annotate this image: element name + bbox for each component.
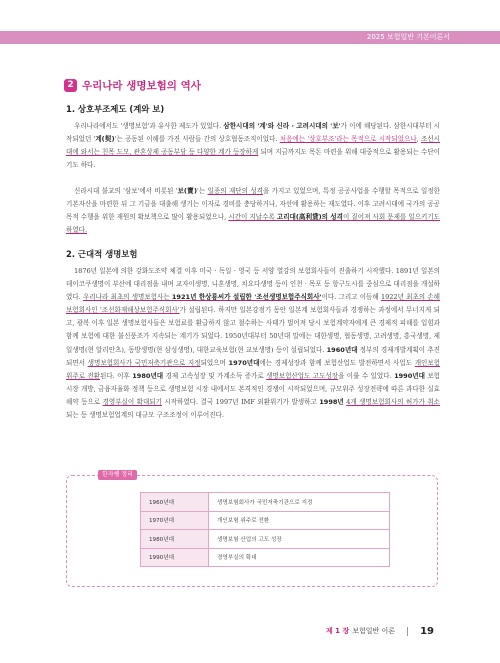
table-row xyxy=(141,548,390,567)
era-cell: 1980년대 xyxy=(141,530,209,549)
subheading-mutual-aid: 1. 상호부조제도 (계와 보) xyxy=(66,104,165,114)
description-cell: 생명보험 산업의 고도 성장 xyxy=(209,530,390,549)
header-title: 2025 보험일반 기본이론서 xyxy=(366,33,450,41)
description-cell: 개인보험 위주로 전환 xyxy=(209,511,390,530)
description-cell: 경영부실의 확대 xyxy=(209,548,390,567)
era-cell: 1970년대 xyxy=(141,511,209,530)
summary-table xyxy=(140,492,390,567)
table-row xyxy=(141,493,390,512)
paragraph-bo: 신라시대 불교의 '삼보'에서 비롯된 '보(寶)'는 일종의 재단의 성격을 가지고 있었으며, 특정 공공사업을 수행할 목적으로 일정한 기본자산을 마련한 뒤 그 기금을 대출해 생기는 이자로 경비를 충당하거나, 자선에 활용하는 재도였다. 이후 고려시대에 국가의 공공목적 수행을 위한 재원의 확보책으로 많이 활용되었으나, 시간이 지날수록 고리대(高利貸)의 성격이 짙어져 사회 문제를 일으키기도 하였다. xyxy=(66,187,440,235)
section-heading xyxy=(64,77,201,93)
section-number-badge: 2 xyxy=(64,79,77,92)
section-title: 우리나라 생명보험의 역사 xyxy=(82,79,201,92)
description-cell: 생명보험회사가 국민저축기관으로 지정 xyxy=(209,493,390,512)
era-cell: 1960년대 xyxy=(141,493,209,512)
footer-chapter-title: 보험일반 이론 xyxy=(352,627,396,635)
paragraph-modern-history: 1876년 일본에 의한 강화도조약 체결 이후 미국 · 독일 · 영국 등 서양 열강의 보험회사들이 진출하기 시작했다. 1891년 일본의 데이코쿠생명이 부산에 대리점을 내며 교자이생명, 니혼생명, 치요다생명 등이 인천 · 목포 등 항구도시를 중심으로 대리점을 개설하였다. 우리나라 최초의 생명보험사는 1921년 한상룡씨가 설립한 '조선생명보험주식회사'이다. 그리고 이듬해 1922년 최초의 손해보험회사인 '조선화재해상보험주식회사'가 설립된다. 하지만 일본강점기 동안 일본계 보험회사들과 경쟁하는 과정에서 무너지게 되고, 광복 이후 일본 생명보험사들은 보험료를 환급하지 않고 철수하는 사태가 벌어져 당시 보험계약자에게 큰 경제적 피해를 입힘과 함께 보험에 대한 불신풍조가 지속되는 계기가 되었다. 1950년대부터 50년대 말에는 대한생명, 협동생명, 고려생명, 흥국생명, 제일생명(현 알리안츠), 동방생명(현 삼성생명), 대한교육보험(현 교보생명) 등이 설립되었다. 1960년대 정부의 경제개발계획이 추진되면서 생명보험회사가 국민저축기관으로 지정되었으며 1970년대에는 경제성장과 함께 보험산업도 발전하면서 사업도 개인보험 위주로 전환된다. 이후 1980년대 경제 고속성장 및 가계소득 증가로 생명보험산업도 고도성장을 이룰 수 있었다. 1990년대 보험시장 개방, 금융자율화 정책 등으로 생명보험 시장 내에서도 본격적인 경쟁이 시작되었으며, 규모위주 성장전략에 따른 과다한 실효해약 등으로 경영부실이 확대되기 시작하였다. 결국 1997년 IMF 외환위기가 발생하고 1998년 4개 생명보험회사의 허가가 취소되는 등 생명보험업계의 대규모 구조조정이 이루어진다. xyxy=(66,267,441,420)
page-footer xyxy=(326,623,434,639)
table-row xyxy=(141,511,390,530)
summary-box-tag: 한자쌤 정리 xyxy=(98,470,137,480)
paragraph-gye: 우리나라에서도 '생명보험'과 유사한 제도가 있었다. 삼한시대의 '계'와 신라 · 고려시대의 '보'가 이에 해당된다. 삼한시대부터 시작되었던 '계(契)'는 공동된 이해를 가진 사람들 간의 상호협동조직이었다. 처음에는 '상호부조'라는 목적으로 시작되었으나, 조선시대에 와서는 친목 도모, 관혼상제 공동부담 등 다양한 계가 등장하게 되며 지금까지도 목돈 마련을 위해 대중적으로 활용되는 수단이기도 하다. xyxy=(66,122,440,170)
footer-chapter: 제 1 장 xyxy=(325,627,350,635)
footer-divider xyxy=(407,627,408,636)
page-number: 19 xyxy=(420,625,434,637)
subheading-modern-life-insurance: 2. 근대적 생명보험 xyxy=(66,249,138,259)
era-cell: 1990년대 xyxy=(141,548,209,567)
table-row xyxy=(141,530,390,549)
